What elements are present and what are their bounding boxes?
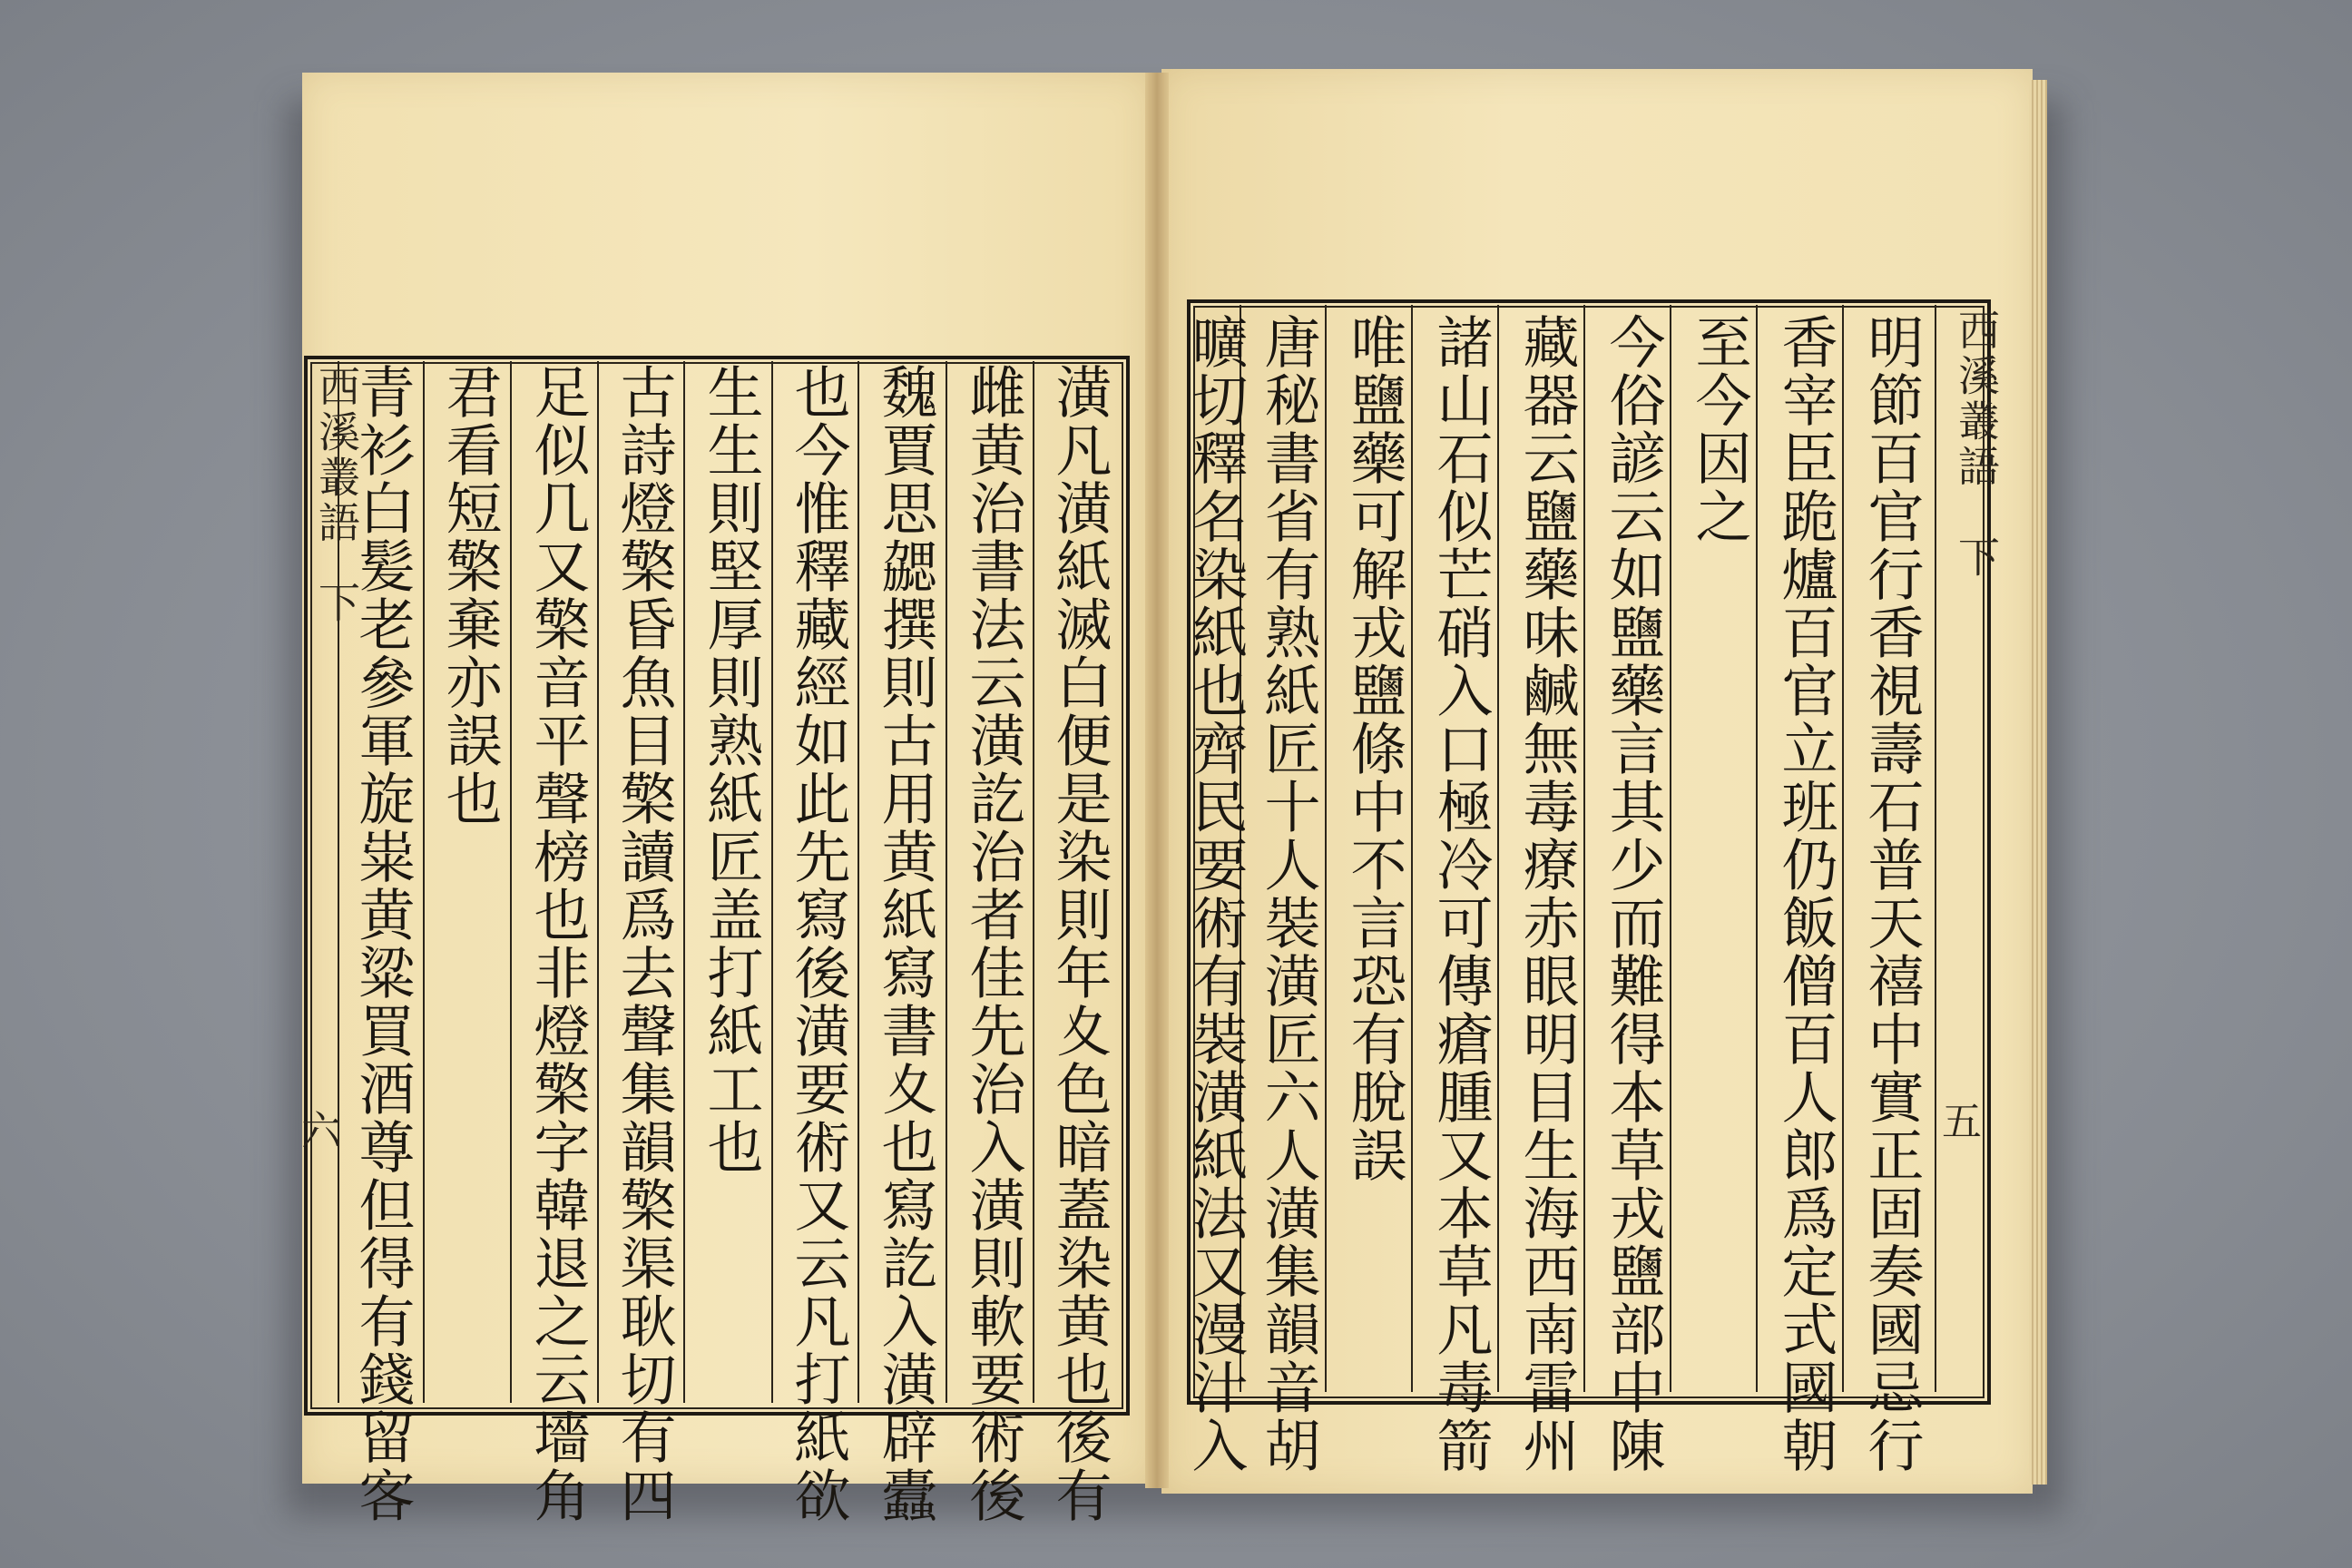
right-column-9: 曠切釋名染紙也齊民要術有裝潢紙法又漫汁入 (1182, 313, 1249, 1475)
left-page-number: 六 (301, 1108, 341, 1154)
page-edges (2029, 80, 2047, 1485)
left-column-1: 潢凡潢紙滅白便是染則年夊色暗蓋染黄也後有 (1046, 363, 1112, 1524)
column-rule (423, 361, 425, 1403)
left-fold-volume: 下 (312, 581, 361, 626)
column-rule (1935, 305, 1936, 1392)
right-column-4: 今俗諺云如鹽藥言其少而難得本草戎鹽部中陳 (1600, 313, 1666, 1475)
column-rule (1325, 305, 1327, 1392)
column-rule (858, 361, 859, 1403)
right-fold-title: 西溪叢語 (1952, 309, 2001, 490)
right-column-6: 諸山石似芒硝入口極冷可傳瘡腫又本草凡毒箭 (1427, 313, 1494, 1475)
column-rule (1583, 305, 1585, 1392)
column-rule (683, 361, 685, 1403)
right-column-7: 唯鹽藥可解戎鹽條中不言恐有脫誤 (1341, 313, 1407, 1184)
left-column-7: 足似几又檠音平聲榜也非燈檠字韓退之云墻角 (524, 363, 591, 1524)
column-rule (771, 361, 773, 1403)
left-column-2: 雌黄治書法云潢訖治者佳先治入潢則軟要術後 (960, 363, 1026, 1524)
right-column-2: 香宰臣跪爐百官立班仍飯僧百人郎爲定式國朝 (1772, 313, 1838, 1475)
column-rule (597, 361, 599, 1403)
left-column-5: 生生則堅厚則熟紙匠盖打紙工也 (698, 363, 764, 1176)
right-fold-volume: 下 (1952, 535, 2001, 581)
column-rule (1842, 305, 1844, 1392)
right-page-number: 五 (1942, 1099, 1982, 1145)
right-column-5: 藏器云鹽藥味鹹無毒療赤眼明目生海西南雷州 (1514, 313, 1580, 1475)
column-rule (946, 361, 947, 1403)
left-column-9: 青衫白髪老參軍旋粜黄粱買酒尊但得有錢留客 (349, 363, 416, 1524)
column-rule (510, 361, 512, 1403)
right-column-3: 至今因之 (1686, 313, 1752, 545)
left-column-6: 古詩燈檠昏魚目檠讀爲去聲集韻檠渠耿切有四 (611, 363, 677, 1524)
right-column-8: 唐秘書省有熟紙匠十人裝潢匠六人潢集韻音胡 (1255, 313, 1321, 1475)
book-gutter (1145, 73, 1169, 1488)
left-column-8: 君看短檠棄亦誤也 (436, 363, 503, 828)
left-fold-title: 西溪叢語 (312, 365, 361, 546)
column-rule (1756, 305, 1758, 1392)
column-rule (1411, 305, 1413, 1392)
column-rule (1033, 361, 1034, 1403)
column-rule (1497, 305, 1499, 1392)
left-column-3: 魏賈思勰撰則古用黄紙寫書夊也寫訖入潢辟蠹 (872, 363, 938, 1524)
right-column-1: 明節百官行香視壽石普天禧中實正固奏國忌行 (1858, 313, 1925, 1475)
left-column-4: 也今惟釋藏經如此先寫後潢要術又云凡打紙欲 (785, 363, 851, 1524)
column-rule (1670, 305, 1671, 1392)
